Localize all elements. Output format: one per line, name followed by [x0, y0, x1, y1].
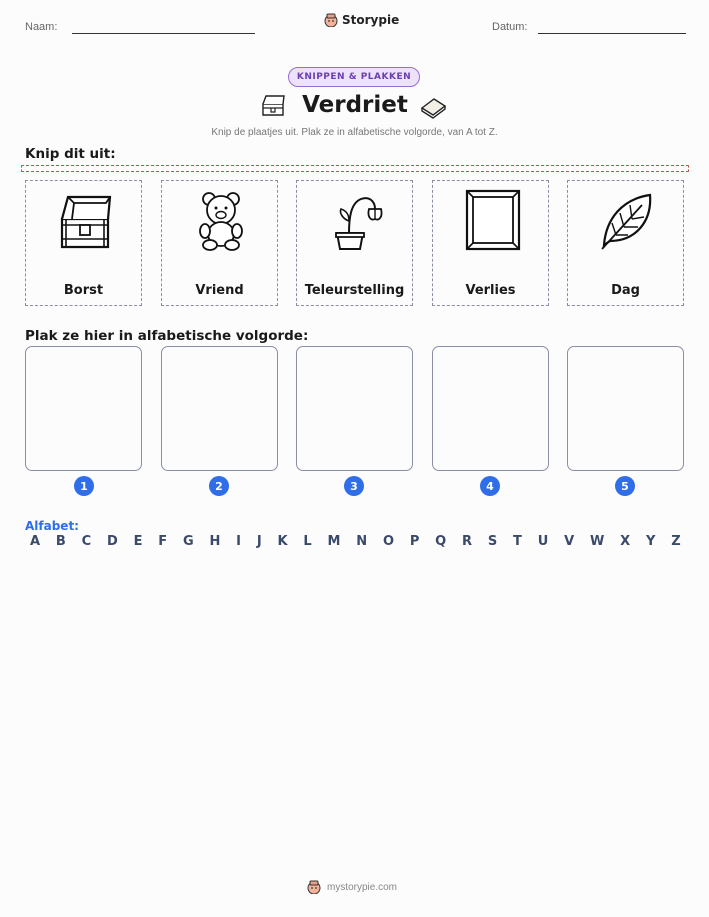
card-label: Dag	[611, 283, 640, 298]
alphabet-letter: D	[106, 534, 118, 549]
storypie-mascot-icon	[307, 880, 321, 894]
alphabet-letter: K	[277, 534, 288, 549]
alphabet-letter: G	[182, 534, 194, 549]
storypie-mascot-icon	[324, 13, 338, 27]
slot-number-badge: 5	[615, 476, 635, 496]
activity-badge: KNIPPEN & PLAKKEN	[288, 67, 420, 87]
instructions: Knip de plaatjes uit. Plak ze in alfabetische volgorde, van A tot Z.	[211, 127, 498, 138]
alphabet-title: Alfabet:	[25, 519, 79, 533]
alphabet-letter: J	[256, 534, 262, 549]
paste-heading: Plak ze hier in alfabetische volgorde:	[25, 328, 309, 344]
alphabet-letter: M	[327, 534, 341, 549]
wilted-flower-icon	[325, 189, 387, 251]
alphabet-letter: E	[133, 534, 143, 549]
teddy-bear-icon	[190, 189, 252, 251]
card-label: Borst	[63, 283, 104, 298]
cut-line	[21, 165, 689, 172]
alphabet-letter: P	[409, 534, 420, 549]
alphabet-letter: X	[620, 534, 631, 549]
footer-site[interactable]: mystorypie.com	[327, 881, 398, 893]
cut-card-dag[interactable]	[567, 180, 684, 306]
slot-number-badge: 3	[344, 476, 364, 496]
alphabet-letter: O	[382, 534, 394, 549]
alphabet-letter: C	[81, 534, 92, 549]
date-field[interactable]	[538, 33, 686, 34]
treasure-chest-icon	[259, 92, 287, 118]
paste-slot-1[interactable]	[25, 346, 142, 471]
cut-card-teleurstelling[interactable]	[296, 180, 413, 306]
alphabet-letter: T	[513, 534, 522, 549]
leaf-icon	[596, 189, 658, 251]
date-label: Datum:	[492, 21, 528, 33]
cut-card-verlies[interactable]	[432, 180, 549, 306]
brand-name: Storypie	[342, 13, 400, 27]
alphabet-letter: L	[303, 534, 312, 549]
alphabet-letter: V	[564, 534, 575, 549]
alphabet-letter: A	[30, 534, 41, 549]
slot-number-badge: 1	[74, 476, 94, 496]
alphabet-letter: F	[158, 534, 168, 549]
footer	[307, 880, 397, 894]
alphabet-letter: H	[209, 534, 221, 549]
alphabet-row	[30, 534, 681, 549]
alphabet-letter: Y	[645, 534, 656, 549]
paste-slot-3[interactable]	[296, 346, 413, 471]
alphabet-letter: S	[487, 534, 498, 549]
cut-heading: Knip dit uit:	[25, 146, 116, 162]
paste-slot-4[interactable]	[432, 346, 549, 471]
slot-number-badge: 2	[209, 476, 229, 496]
card-label: Vriend	[195, 283, 244, 298]
slot-number-badge: 4	[480, 476, 500, 496]
name-label: Naam:	[25, 21, 58, 33]
card-label: Verlies	[465, 283, 516, 298]
tissue-icon	[419, 94, 447, 120]
alphabet-letter: B	[55, 534, 66, 549]
alphabet-letter: W	[589, 534, 605, 549]
card-label: Teleurstelling	[304, 283, 405, 298]
alphabet-letter: Q	[435, 534, 447, 549]
treasure-chest-icon	[54, 189, 116, 251]
alphabet-letter: N	[356, 534, 368, 549]
name-field[interactable]	[72, 33, 255, 34]
paste-slot-5[interactable]	[567, 346, 684, 471]
empty-frame-icon	[461, 189, 523, 251]
paste-slot-2[interactable]	[161, 346, 278, 471]
page-title: Verdriet	[302, 92, 408, 118]
alphabet-letter: Z	[671, 534, 681, 549]
alphabet-letter: U	[537, 534, 549, 549]
storypie-logo	[324, 13, 399, 27]
cut-card-borst[interactable]	[25, 180, 142, 306]
alphabet-letter: R	[462, 534, 473, 549]
alphabet-letter: I	[236, 534, 242, 549]
cut-card-vriend[interactable]	[161, 180, 278, 306]
